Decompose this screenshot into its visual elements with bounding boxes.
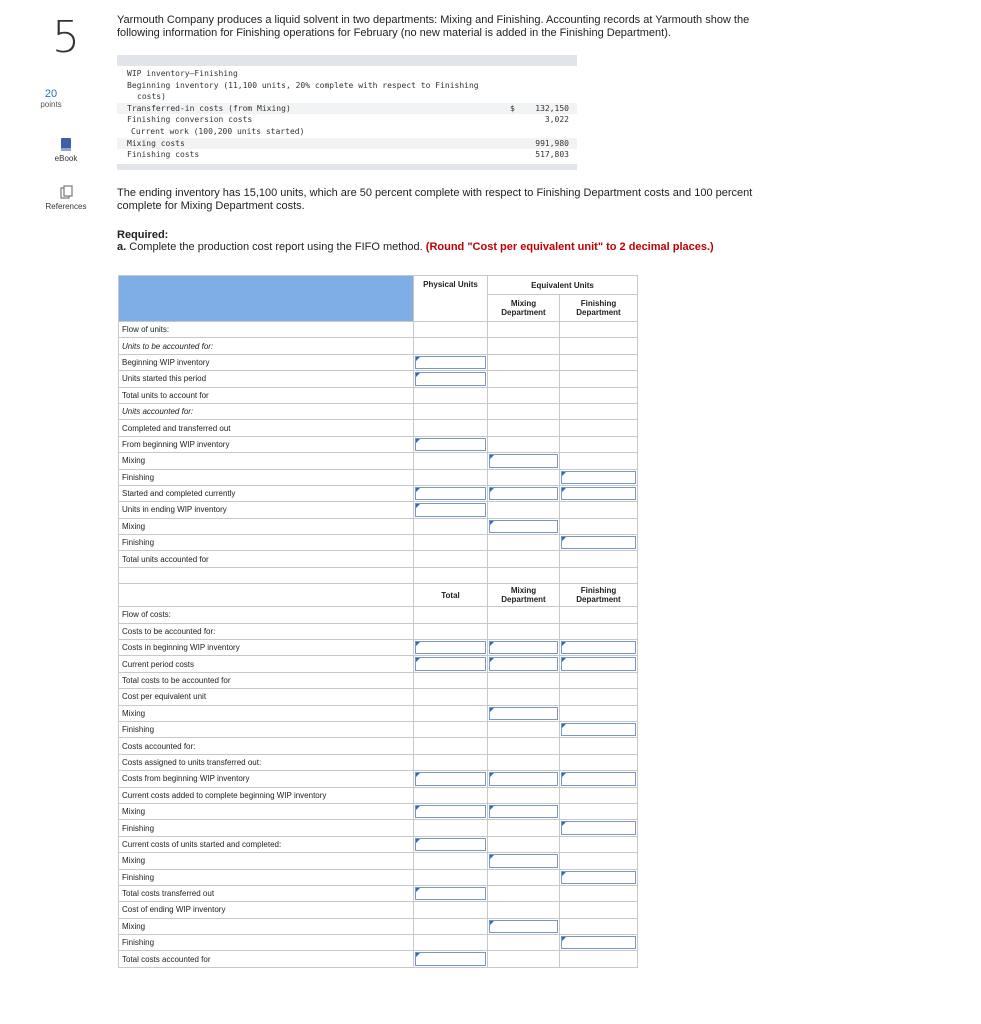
table-row — [119, 567, 638, 583]
problem-intro: Yarmouth Company produces a liquid solvent in two departments: Mixing and Finishing. Accounting records at Yarmouth show the following information for Finishing operations for February (no new material is added in the Finishing Department). — [117, 14, 750, 39]
wip-row: Current work (100,200 units started) — [131, 126, 305, 136]
wip-row: Mixing costs 991,980 — [117, 138, 577, 150]
ending-wip-units-input[interactable] — [414, 502, 488, 518]
table-row: Current costs added to complete beginning WIP inventory — [119, 787, 638, 803]
ending-wip-finishing-eu-input[interactable] — [560, 535, 638, 551]
wip-row: WIP inventory—Finishing — [127, 69, 238, 78]
current-costs-mixing-input[interactable] — [488, 656, 560, 672]
started-completed-units-input[interactable] — [414, 485, 488, 501]
started-completed-mixing-eu-input[interactable] — [488, 485, 560, 501]
cost-per-eu-finishing-input[interactable] — [560, 721, 638, 737]
wip-row: Transferred-in costs (from Mixing) $ 132,150 — [117, 103, 577, 115]
table-row: Mixing — [119, 803, 638, 819]
references-label: References — [45, 202, 87, 211]
costs-from-beginning-wip-mixing-input[interactable] — [488, 771, 560, 787]
beginning-wip-finishing-eu-input[interactable] — [560, 469, 638, 485]
mixing-dept-header: Mixing Department — [488, 295, 560, 322]
wip-row: Finishing conversion costs 3,022 — [127, 115, 569, 125]
from-beginning-wip-units-input[interactable] — [414, 436, 488, 452]
table-row: Costs accounted for: — [119, 738, 638, 754]
ending-wip-cost-finishing-input[interactable] — [560, 935, 638, 951]
beginning-wip-mixing-eu-input[interactable] — [488, 453, 560, 469]
finishing-dept-header: Finishing Department — [560, 295, 638, 322]
total-column-header: Total — [414, 584, 488, 607]
report-header-blank — [119, 276, 414, 322]
table-row: Finishing — [119, 820, 638, 836]
complete-beginning-finishing-input[interactable] — [560, 820, 638, 836]
table-row: Costs in beginning WIP inventory — [119, 640, 638, 656]
references-button[interactable] — [44, 185, 88, 211]
beginning-wip-cost-finishing-input[interactable] — [560, 640, 638, 656]
table-row: Mixing — [119, 518, 638, 534]
beginning-wip-cost-mixing-input[interactable] — [488, 640, 560, 656]
table-row: Flow of units: — [119, 322, 638, 338]
units-started-input[interactable] — [414, 371, 488, 387]
cost-per-eu-mixing-input[interactable] — [488, 705, 560, 721]
table-row: Finishing — [119, 469, 638, 485]
table-row: Units started this period — [119, 371, 638, 387]
beginning-wip-cost-total-input[interactable] — [414, 640, 488, 656]
table-row: Completed and transferred out — [119, 420, 638, 436]
mixing-cost-header: Mixing Department — [488, 584, 560, 607]
table-row: Mixing — [119, 705, 638, 721]
wip-row: costs) — [137, 92, 166, 102]
ebook-button[interactable] — [44, 137, 88, 163]
table-row: Current period costs — [119, 656, 638, 672]
table-row: Started and completed currently — [119, 485, 638, 501]
wip-row: Beginning inventory (11,100 units, 20% complete with respect to Finishing — [127, 80, 479, 90]
production-cost-report — [118, 275, 638, 968]
table-row: Units in ending WIP inventory — [119, 502, 638, 518]
current-costs-finishing-input[interactable] — [560, 656, 638, 672]
required-heading: Required: — [117, 229, 169, 241]
table-row: Finishing — [119, 935, 638, 951]
points-value: 20 — [44, 88, 58, 100]
started-completed-cost-finishing-input[interactable] — [560, 869, 638, 885]
physical-units-header: Physical Units — [414, 276, 488, 322]
equivalent-units-header: Equivalent Units — [488, 276, 638, 295]
table-row: Costs assigned to units transferred out: — [119, 754, 638, 770]
points-label: points — [40, 100, 62, 109]
points-indicator — [38, 88, 64, 109]
table-row: Finishing — [119, 869, 638, 885]
ending-inventory-text: The ending inventory has 15,100 units, which are 50 percent complete with respect to Finishing Department costs and 100 percent complete for Mixing Department costs. — [117, 187, 753, 212]
table-row: Finishing — [119, 721, 638, 737]
cost-section-header — [119, 584, 638, 607]
table-row: Finishing — [119, 535, 638, 551]
requirement-a: a. Complete the production cost report using the FIFO method. (Round "Cost per equivalent unit" to 2 decimal places.) — [117, 241, 714, 253]
started-completed-cost-total-input[interactable] — [414, 836, 488, 852]
table-row: From beginning WIP inventory — [119, 436, 638, 452]
table-row: Costs from beginning WIP inventory — [119, 771, 638, 787]
table-row: Total costs to be accounted for — [119, 672, 638, 688]
question-number: 5 — [52, 12, 80, 63]
table-row: Costs to be accounted for: — [119, 623, 638, 639]
complete-beginning-mixing-total-input[interactable] — [414, 803, 488, 819]
table-row: Total costs accounted for — [119, 951, 638, 967]
complete-beginning-mixing-input[interactable] — [488, 803, 560, 819]
total-costs-accounted-input[interactable] — [414, 951, 488, 967]
current-costs-total-input[interactable] — [414, 656, 488, 672]
ending-wip-mixing-eu-input[interactable] — [488, 518, 560, 534]
table-row: Units accounted for: — [119, 403, 638, 419]
table-row: Beginning WIP inventory — [119, 354, 638, 370]
table-row: Cost per equivalent unit — [119, 689, 638, 705]
table-row: Flow of costs: — [119, 607, 638, 623]
ending-wip-cost-mixing-input[interactable] — [488, 918, 560, 934]
finishing-cost-header: Finishing Department — [560, 584, 638, 607]
table-row: Mixing — [119, 853, 638, 869]
costs-from-beginning-wip-input[interactable] — [414, 771, 488, 787]
started-completed-finishing-eu-input[interactable] — [560, 485, 638, 501]
beginning-wip-units-input[interactable] — [414, 354, 488, 370]
table-row: Total costs transferred out — [119, 885, 638, 901]
book-icon — [60, 137, 72, 152]
total-transferred-out-input[interactable] — [414, 885, 488, 901]
costs-from-beginning-wip-finishing-input[interactable] — [560, 771, 638, 787]
table-row: Total units to account for — [119, 387, 638, 403]
table-row: Mixing — [119, 918, 638, 934]
table-row: Total units accounted for — [119, 551, 638, 567]
references-icon — [60, 185, 73, 200]
wip-info-table — [117, 55, 577, 170]
table-row: Units to be accounted for: — [119, 338, 638, 354]
table-row: Current costs of units started and completed: — [119, 836, 638, 852]
table-row: Cost of ending WIP inventory — [119, 902, 638, 918]
started-completed-cost-mixing-input[interactable] — [488, 853, 560, 869]
ebook-label: eBook — [54, 154, 78, 163]
wip-row: Finishing costs 517,803 — [127, 150, 569, 160]
table-row: Mixing — [119, 453, 638, 469]
